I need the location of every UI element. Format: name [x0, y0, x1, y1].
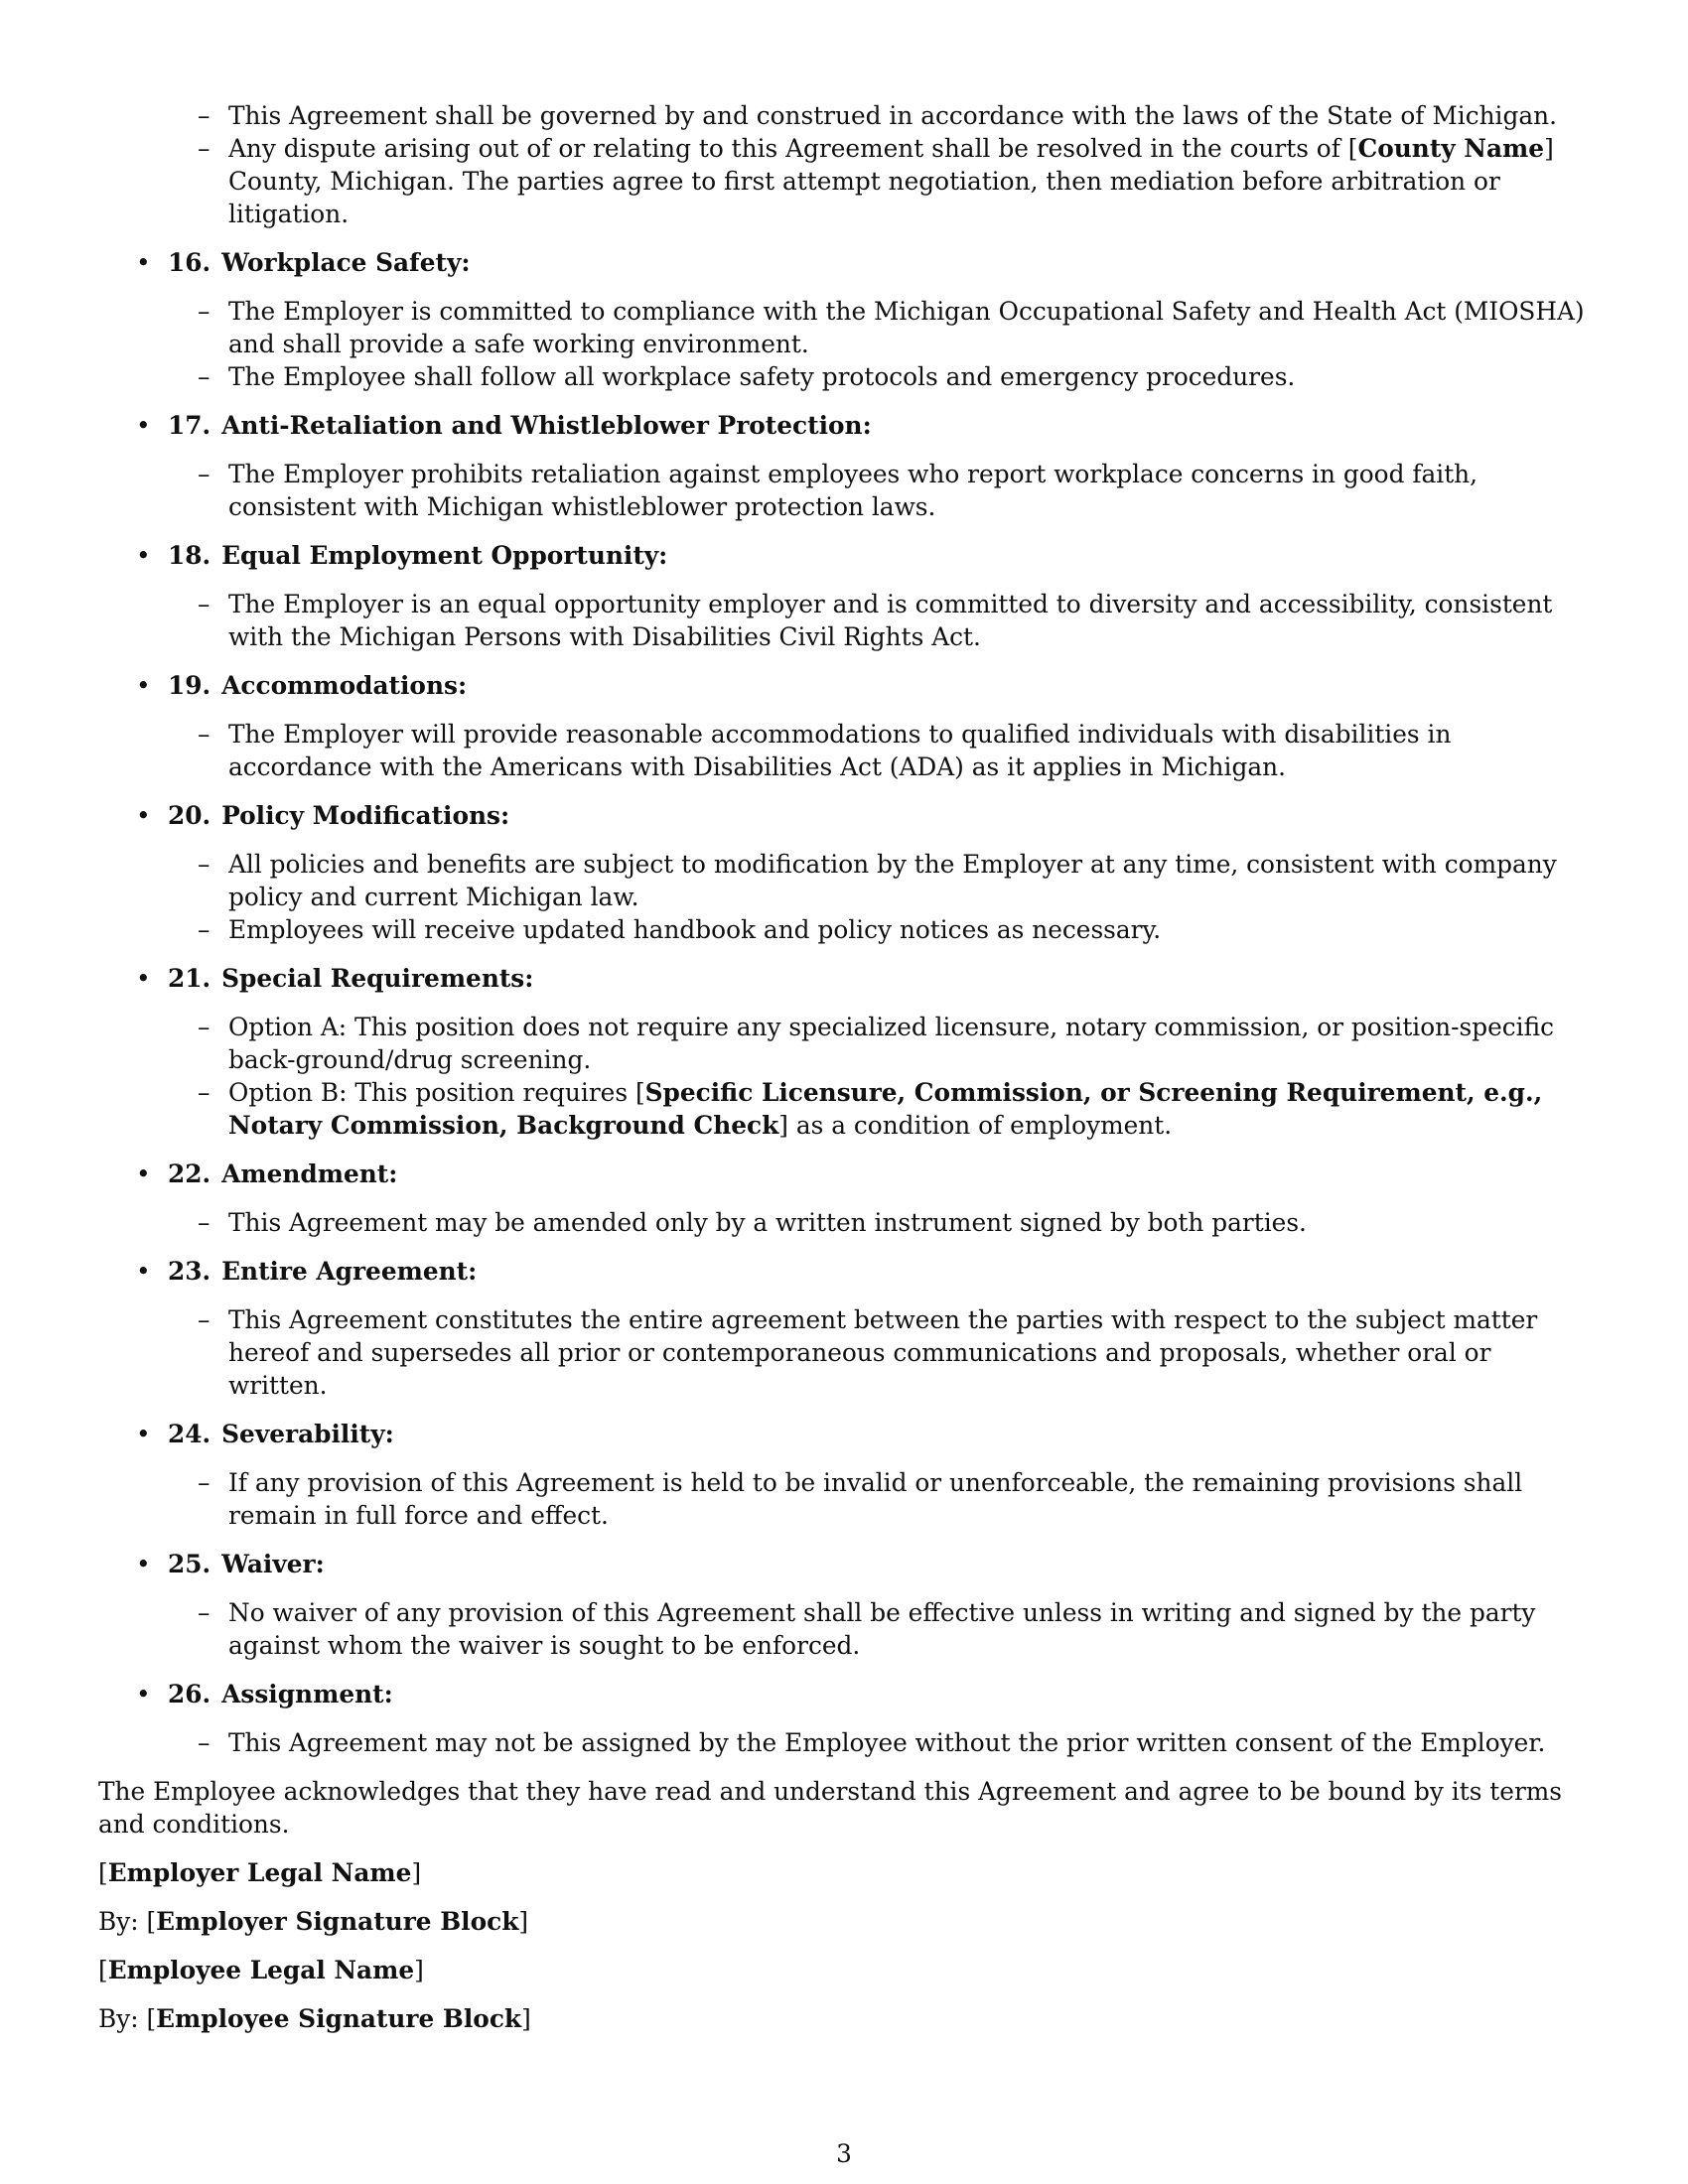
section-number: 23. — [168, 1257, 211, 1286]
dash-marker: – — [198, 297, 211, 326]
section-heading-20 — [136, 799, 1588, 832]
list-item — [198, 132, 1588, 230]
section-items-19 — [98, 718, 1588, 783]
bullet-marker: • — [136, 1257, 151, 1286]
item-text: This Agreement shall be governed by and construed in accordance with the laws of the State of Michigan. — [228, 101, 1557, 130]
item-text: The Employer is an equal opportunity employer and is committed to diversity and accessibility, consistent with the Michigan Persons with Disabilities Civil Rights Act. — [228, 590, 1553, 651]
dash-marker: – — [198, 1468, 211, 1497]
item-text: This Agreement may be amended only by a written instrument signed by both parties. — [228, 1208, 1307, 1237]
item-text: ] as a condition of employment. — [778, 1111, 1173, 1140]
dash-marker: – — [198, 915, 211, 944]
item-text: The Employer prohibits retaliation against employees who report workplace concerns in good faith, consistent with Michigan whistleblower protection laws. — [228, 460, 1478, 521]
bullet-marker: • — [136, 1550, 151, 1578]
dash-marker: – — [198, 134, 211, 163]
section-number: 25. — [168, 1550, 211, 1578]
placeholder-county-name: County Name — [1357, 134, 1545, 163]
list-item — [198, 1011, 1588, 1076]
section-heading-26 — [136, 1678, 1588, 1710]
bullet-marker: • — [136, 801, 151, 830]
dash-marker: – — [198, 1305, 211, 1334]
section-heading-16 — [136, 246, 1588, 279]
section-items-23 — [98, 1303, 1588, 1402]
list-item — [198, 1726, 1588, 1759]
section-heading-24 — [136, 1418, 1588, 1450]
section-items-25 — [98, 1596, 1588, 1662]
section-items-18 — [98, 588, 1588, 653]
dash-marker: – — [198, 101, 211, 130]
section-title: Entire Agreement: — [221, 1257, 478, 1286]
bullet-marker: • — [136, 1160, 151, 1188]
section-title: Severability: — [221, 1420, 394, 1448]
list-item — [198, 848, 1588, 913]
page-number: 3 — [836, 2139, 852, 2168]
item-text: If any provision of this Agreement is held to be invalid or unenforceable, the remaining provisions shall remain in full force and effect. — [228, 1468, 1523, 1530]
list-item — [198, 295, 1588, 360]
list-item — [198, 360, 1588, 393]
section-title: Amendment: — [221, 1160, 398, 1188]
section-heading-21 — [136, 962, 1588, 995]
bullet-marker: • — [136, 541, 151, 570]
employee-name-line: [Employee Legal Name] — [98, 1956, 424, 1984]
section-items-22 — [98, 1206, 1588, 1239]
intro-list — [98, 99, 1588, 230]
section-title: Assignment: — [221, 1680, 393, 1708]
bullet-marker: • — [136, 1420, 151, 1448]
dash-marker: – — [198, 590, 211, 618]
dash-marker: – — [198, 850, 211, 879]
section-number: 24. — [168, 1420, 211, 1448]
section-title: Equal Employment Opportunity: — [221, 541, 668, 570]
section-items-24 — [98, 1466, 1588, 1532]
section-number: 22. — [168, 1160, 211, 1188]
section-title: Waiver: — [221, 1550, 325, 1578]
employer-legal-name: Employer Legal Name — [107, 1858, 412, 1887]
item-text: Option B: This position requires [ — [228, 1078, 645, 1107]
item-text: Any dispute arising out of or relating to this Agreement shall be resolved in the courts of [ — [228, 134, 1358, 163]
section-number: 21. — [168, 964, 211, 993]
section-items-17 — [98, 458, 1588, 523]
section-number: 26. — [168, 1680, 211, 1708]
dash-marker: – — [198, 1013, 211, 1041]
item-text: Employees will receive updated handbook and policy notices as necessary. — [228, 915, 1162, 944]
section-heading-19 — [136, 669, 1588, 702]
placeholder-special-requirement: Specific Licensure, Commission, or Screening Requirement, e.g., Notary Commission, Background Check — [228, 1078, 1543, 1140]
list-item — [198, 1596, 1588, 1662]
bullet-marker: • — [136, 411, 151, 440]
section-title: Anti-Retaliation and Whistleblower Protection: — [221, 411, 872, 440]
item-text: ] County, Michigan. The parties agree to first attempt negotiation, then mediation before arbitration or litigation. — [228, 134, 1554, 228]
section-number: 16. — [168, 248, 211, 277]
section-number: 17. — [168, 411, 211, 440]
section-items-26 — [98, 1726, 1588, 1759]
list-item — [198, 458, 1588, 523]
list-item — [198, 718, 1588, 783]
item-text: All policies and benefits are subject to modification by the Employer at any time, consistent with company policy and current Michigan law. — [228, 850, 1557, 911]
section-heading-17 — [136, 409, 1588, 442]
by-label: By: — [98, 1907, 139, 1936]
document-page — [98, 99, 1588, 2035]
bullet-marker: • — [136, 248, 151, 277]
section-number: 18. — [168, 541, 211, 570]
section-heading-22 — [136, 1158, 1588, 1190]
item-text: This Agreement may not be assigned by the Employee without the prior written consent of the Employer. — [228, 1728, 1546, 1757]
item-text: The Employee shall follow all workplace safety protocols and emergency procedures. — [228, 362, 1296, 391]
dash-marker: – — [198, 1728, 211, 1757]
list-item — [198, 588, 1588, 653]
section-title: Accommodations: — [221, 671, 468, 700]
list-item — [198, 1466, 1588, 1532]
employer-signature-line: By: [Employer Signature Block] — [98, 1907, 529, 1936]
item-text: The Employer will provide reasonable accommodations to qualified individuals with disabilities in accordance with the Americans with Disabilities Act (ADA) as it applies in Michigan. — [228, 720, 1452, 781]
dash-marker: – — [198, 460, 211, 488]
employer-signature-block: Employer Signature Block — [156, 1907, 519, 1936]
section-heading-23 — [136, 1255, 1588, 1288]
dash-marker: – — [198, 362, 211, 391]
list-item — [198, 99, 1588, 132]
employee-signature-line: By: [Employee Signature Block] — [98, 2004, 531, 2033]
section-number: 20. — [168, 801, 211, 830]
section-number: 19. — [168, 671, 211, 700]
dash-marker: – — [198, 1078, 211, 1107]
dash-marker: – — [198, 720, 211, 749]
section-heading-25 — [136, 1548, 1588, 1580]
bullet-marker: • — [136, 964, 151, 993]
by-label: By: — [98, 2004, 139, 2033]
bullet-marker: • — [136, 671, 151, 700]
section-items-21 — [98, 1011, 1588, 1142]
section-title: Policy Modifications: — [221, 801, 510, 830]
section-heading-18 — [136, 539, 1588, 572]
section-items-20 — [98, 848, 1588, 946]
dash-marker: – — [198, 1208, 211, 1237]
list-item — [198, 1303, 1588, 1402]
acknowledgment-paragraph: The Employee acknowledges that they have read and understand this Agreement and agree to be bound by its terms and conditions. — [98, 1777, 1563, 1839]
section-title: Special Requirements: — [221, 964, 534, 993]
section-title: Workplace Safety: — [221, 248, 471, 277]
list-item — [198, 913, 1588, 946]
list-item — [198, 1206, 1588, 1239]
item-text: This Agreement constitutes the entire agreement between the parties with respect to the subject matter hereof and supersedes all prior or contemporaneous communications and proposals, whether oral or written. — [228, 1305, 1538, 1400]
list-item — [198, 1076, 1588, 1142]
item-text: Option A: This position does not require any specialized licensure, notary commission, or position-specific back-ground/drug screening. — [228, 1013, 1555, 1074]
employee-legal-name: Employee Legal Name — [107, 1956, 415, 1984]
employee-signature-block: Employee Signature Block — [156, 2004, 522, 2033]
section-items-16 — [98, 295, 1588, 393]
employer-name-line: [Employer Legal Name] — [98, 1858, 422, 1887]
dash-marker: – — [198, 1598, 211, 1627]
bullet-marker: • — [136, 1680, 151, 1708]
item-text: No waiver of any provision of this Agreement shall be effective unless in writing and signed by the party against whom the waiver is sought to be enforced. — [228, 1598, 1536, 1660]
item-text: The Employer is committed to compliance with the Michigan Occupational Safety and Health Act (MIOSHA) and shall provide a safe working environment. — [228, 297, 1585, 358]
